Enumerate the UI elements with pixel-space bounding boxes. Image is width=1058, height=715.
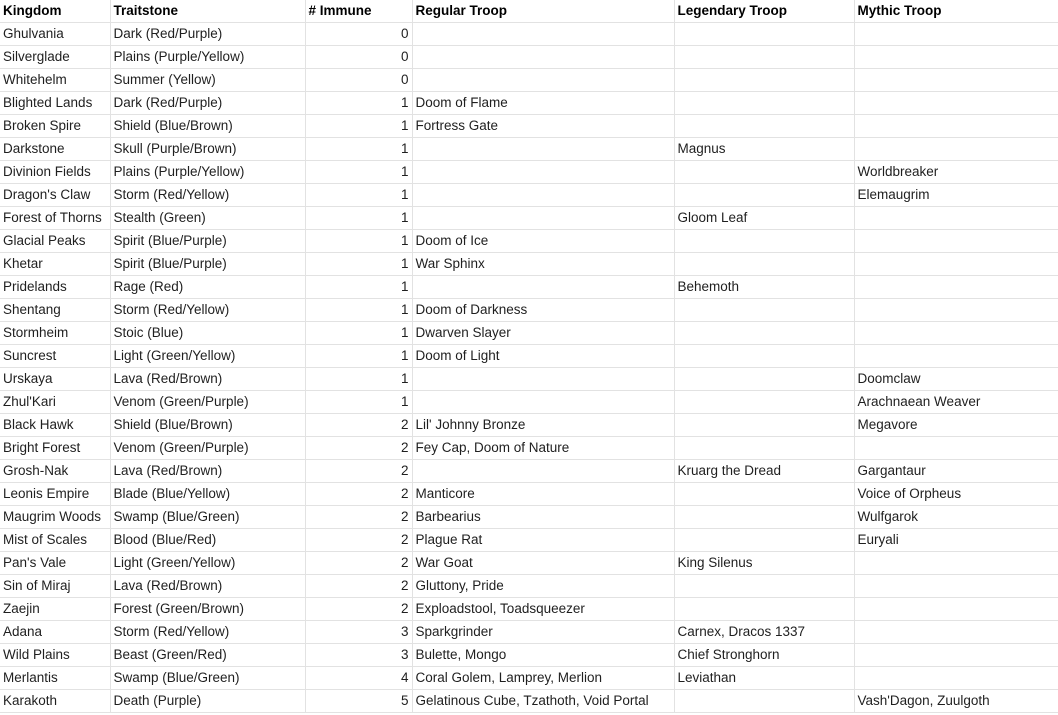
- cell-regular-troop[interactable]: [412, 69, 674, 92]
- cell-immune[interactable]: 2: [305, 552, 412, 575]
- cell-kingdom[interactable]: Maugrim Woods: [0, 506, 110, 529]
- cell-immune[interactable]: 0: [305, 46, 412, 69]
- table-row: [0, 69, 1058, 92]
- cell-legendary-troop[interactable]: Magnus: [674, 138, 854, 161]
- cell-mythic-troop[interactable]: [854, 276, 1058, 299]
- cell-immune[interactable]: 2: [305, 575, 412, 598]
- table-row: [0, 552, 1058, 575]
- cell-legendary-troop[interactable]: [674, 529, 854, 552]
- header-mythic-troop[interactable]: Mythic Troop: [854, 0, 1058, 23]
- table-row: [0, 483, 1058, 506]
- cell-immune[interactable]: 2: [305, 506, 412, 529]
- cell-mythic-troop[interactable]: Worldbreaker: [854, 161, 1058, 184]
- header-kingdom[interactable]: Kingdom: [0, 0, 110, 23]
- cell-immune[interactable]: 2: [305, 483, 412, 506]
- table-row: [0, 667, 1058, 690]
- cell-legendary-troop[interactable]: [674, 299, 854, 322]
- table-row: [0, 253, 1058, 276]
- cell-kingdom[interactable]: Stormheim: [0, 322, 110, 345]
- cell-legendary-troop[interactable]: Gloom Leaf: [674, 207, 854, 230]
- cell-kingdom[interactable]: Broken Spire: [0, 115, 110, 138]
- cell-regular-troop[interactable]: [412, 391, 674, 414]
- table-row: [0, 115, 1058, 138]
- cell-regular-troop[interactable]: [412, 138, 674, 161]
- table-row: [0, 598, 1058, 621]
- cell-traitstone[interactable]: Light (Green/Yellow): [110, 345, 305, 368]
- table-row: [0, 23, 1058, 46]
- cell-regular-troop[interactable]: [412, 368, 674, 391]
- cell-immune[interactable]: 1: [305, 322, 412, 345]
- cell-traitstone[interactable]: Storm (Red/Yellow): [110, 299, 305, 322]
- cell-kingdom[interactable]: Leonis Empire: [0, 483, 110, 506]
- cell-legendary-troop[interactable]: [674, 506, 854, 529]
- cell-mythic-troop[interactable]: Vash'Dagon, Zuulgoth: [854, 690, 1058, 713]
- header-immune[interactable]: # Immune: [305, 0, 412, 23]
- cell-immune[interactable]: 1: [305, 253, 412, 276]
- cell-mythic-troop[interactable]: [854, 598, 1058, 621]
- cell-legendary-troop[interactable]: [674, 69, 854, 92]
- cell-immune[interactable]: 1: [305, 345, 412, 368]
- cell-mythic-troop[interactable]: [854, 46, 1058, 69]
- cell-regular-troop[interactable]: Sparkgrinder: [412, 621, 674, 644]
- cell-mythic-troop[interactable]: [854, 299, 1058, 322]
- cell-immune[interactable]: 2: [305, 437, 412, 460]
- cell-regular-troop[interactable]: War Sphinx: [412, 253, 674, 276]
- cell-traitstone[interactable]: Blood (Blue/Red): [110, 529, 305, 552]
- cell-mythic-troop[interactable]: Elemaugrim: [854, 184, 1058, 207]
- cell-immune[interactable]: 1: [305, 368, 412, 391]
- table-row: [0, 138, 1058, 161]
- table-row: [0, 506, 1058, 529]
- cell-mythic-troop[interactable]: [854, 138, 1058, 161]
- cell-kingdom[interactable]: Whitehelm: [0, 69, 110, 92]
- cell-legendary-troop[interactable]: Chief Stronghorn: [674, 644, 854, 667]
- cell-legendary-troop[interactable]: King Silenus: [674, 552, 854, 575]
- table-row: [0, 368, 1058, 391]
- cell-mythic-troop[interactable]: [854, 575, 1058, 598]
- cell-kingdom[interactable]: Merlantis: [0, 667, 110, 690]
- cell-regular-troop[interactable]: [412, 276, 674, 299]
- table-row: [0, 92, 1058, 115]
- cell-traitstone[interactable]: Swamp (Blue/Green): [110, 667, 305, 690]
- cell-traitstone[interactable]: Plains (Purple/Yellow): [110, 46, 305, 69]
- cell-regular-troop[interactable]: Manticore: [412, 483, 674, 506]
- cell-mythic-troop[interactable]: [854, 92, 1058, 115]
- cell-kingdom[interactable]: Black Hawk: [0, 414, 110, 437]
- cell-legendary-troop[interactable]: [674, 345, 854, 368]
- cell-immune[interactable]: 1: [305, 391, 412, 414]
- cell-traitstone[interactable]: Storm (Red/Yellow): [110, 621, 305, 644]
- cell-legendary-troop[interactable]: [674, 253, 854, 276]
- cell-traitstone[interactable]: Storm (Red/Yellow): [110, 184, 305, 207]
- cell-legendary-troop[interactable]: Behemoth: [674, 276, 854, 299]
- table-row: [0, 230, 1058, 253]
- cell-legendary-troop[interactable]: [674, 437, 854, 460]
- cell-kingdom[interactable]: Suncrest: [0, 345, 110, 368]
- cell-traitstone[interactable]: Light (Green/Yellow): [110, 552, 305, 575]
- cell-traitstone[interactable]: Spirit (Blue/Purple): [110, 253, 305, 276]
- cell-mythic-troop[interactable]: Megavore: [854, 414, 1058, 437]
- cell-kingdom[interactable]: Darkstone: [0, 138, 110, 161]
- cell-mythic-troop[interactable]: Euryali: [854, 529, 1058, 552]
- header-row: [0, 0, 1058, 23]
- cell-regular-troop[interactable]: War Goat: [412, 552, 674, 575]
- cell-regular-troop[interactable]: Plague Rat: [412, 529, 674, 552]
- cell-immune[interactable]: 0: [305, 23, 412, 46]
- cell-immune[interactable]: 3: [305, 644, 412, 667]
- cell-immune[interactable]: 1: [305, 184, 412, 207]
- table-row: [0, 414, 1058, 437]
- cell-kingdom[interactable]: Silverglade: [0, 46, 110, 69]
- cell-regular-troop[interactable]: [412, 161, 674, 184]
- cell-mythic-troop[interactable]: [854, 345, 1058, 368]
- cell-traitstone[interactable]: Beast (Green/Red): [110, 644, 305, 667]
- cell-traitstone[interactable]: Summer (Yellow): [110, 69, 305, 92]
- cell-kingdom[interactable]: Divinion Fields: [0, 161, 110, 184]
- cell-legendary-troop[interactable]: [674, 575, 854, 598]
- table-row: [0, 207, 1058, 230]
- cell-regular-troop[interactable]: Fortress Gate: [412, 115, 674, 138]
- cell-traitstone[interactable]: Shield (Blue/Brown): [110, 414, 305, 437]
- cell-mythic-troop[interactable]: [854, 115, 1058, 138]
- cell-legendary-troop[interactable]: [674, 230, 854, 253]
- cell-regular-troop[interactable]: Barbearius: [412, 506, 674, 529]
- cell-regular-troop[interactable]: Lil' Johnny Bronze: [412, 414, 674, 437]
- cell-immune[interactable]: 1: [305, 276, 412, 299]
- cell-traitstone[interactable]: Dark (Red/Purple): [110, 23, 305, 46]
- cell-mythic-troop[interactable]: [854, 552, 1058, 575]
- cell-regular-troop[interactable]: Dwarven Slayer: [412, 322, 674, 345]
- cell-traitstone[interactable]: Stoic (Blue): [110, 322, 305, 345]
- cell-legendary-troop[interactable]: [674, 598, 854, 621]
- cell-legendary-troop[interactable]: [674, 690, 854, 713]
- cell-traitstone[interactable]: Venom (Green/Purple): [110, 391, 305, 414]
- cell-traitstone[interactable]: Rage (Red): [110, 276, 305, 299]
- cell-immune[interactable]: 1: [305, 207, 412, 230]
- cell-legendary-troop[interactable]: [674, 414, 854, 437]
- cell-legendary-troop[interactable]: Kruarg the Dread: [674, 460, 854, 483]
- cell-regular-troop[interactable]: Doom of Darkness: [412, 299, 674, 322]
- cell-mythic-troop[interactable]: [854, 23, 1058, 46]
- table-row: [0, 437, 1058, 460]
- cell-legendary-troop[interactable]: [674, 161, 854, 184]
- cell-regular-troop[interactable]: [412, 23, 674, 46]
- cell-kingdom[interactable]: Wild Plains: [0, 644, 110, 667]
- table-row: [0, 276, 1058, 299]
- cell-regular-troop[interactable]: Doom of Light: [412, 345, 674, 368]
- cell-legendary-troop[interactable]: Carnex, Dracos 1337: [674, 621, 854, 644]
- cell-legendary-troop[interactable]: [674, 322, 854, 345]
- cell-kingdom[interactable]: Urskaya: [0, 368, 110, 391]
- cell-regular-troop[interactable]: Fey Cap, Doom of Nature: [412, 437, 674, 460]
- cell-kingdom[interactable]: Pridelands: [0, 276, 110, 299]
- table-body: [0, 23, 1058, 713]
- cell-legendary-troop[interactable]: [674, 92, 854, 115]
- cell-mythic-troop[interactable]: [854, 253, 1058, 276]
- table-row: [0, 46, 1058, 69]
- cell-legendary-troop[interactable]: Leviathan: [674, 667, 854, 690]
- cell-kingdom[interactable]: Ghulvania: [0, 23, 110, 46]
- cell-kingdom[interactable]: Karakoth: [0, 690, 110, 713]
- cell-kingdom[interactable]: Sin of Miraj: [0, 575, 110, 598]
- table-row: [0, 690, 1058, 713]
- cell-mythic-troop[interactable]: [854, 69, 1058, 92]
- cell-mythic-troop[interactable]: Arachnaean Weaver: [854, 391, 1058, 414]
- cell-immune[interactable]: 4: [305, 667, 412, 690]
- table-row: [0, 460, 1058, 483]
- cell-regular-troop[interactable]: [412, 184, 674, 207]
- cell-kingdom[interactable]: Adana: [0, 621, 110, 644]
- cell-kingdom[interactable]: Bright Forest: [0, 437, 110, 460]
- header-legendary-troop[interactable]: Legendary Troop: [674, 0, 854, 23]
- cell-traitstone[interactable]: Stealth (Green): [110, 207, 305, 230]
- header-traitstone[interactable]: Traitstone: [110, 0, 305, 23]
- cell-regular-troop[interactable]: [412, 207, 674, 230]
- cell-kingdom[interactable]: Zaejin: [0, 598, 110, 621]
- cell-traitstone[interactable]: Death (Purple): [110, 690, 305, 713]
- cell-regular-troop[interactable]: Doom of Flame: [412, 92, 674, 115]
- cell-immune[interactable]: 5: [305, 690, 412, 713]
- cell-mythic-troop[interactable]: Gargantaur: [854, 460, 1058, 483]
- cell-legendary-troop[interactable]: [674, 115, 854, 138]
- table-row: [0, 575, 1058, 598]
- cell-traitstone[interactable]: Swamp (Blue/Green): [110, 506, 305, 529]
- cell-kingdom[interactable]: Zhul'Kari: [0, 391, 110, 414]
- table-row: [0, 161, 1058, 184]
- cell-traitstone[interactable]: Lava (Red/Brown): [110, 460, 305, 483]
- cell-mythic-troop[interactable]: [854, 437, 1058, 460]
- table-row: [0, 322, 1058, 345]
- cell-mythic-troop[interactable]: [854, 621, 1058, 644]
- cell-legendary-troop[interactable]: [674, 483, 854, 506]
- cell-immune[interactable]: 2: [305, 460, 412, 483]
- cell-kingdom[interactable]: Pan's Vale: [0, 552, 110, 575]
- header-regular-troop[interactable]: Regular Troop: [412, 0, 674, 23]
- cell-immune[interactable]: 1: [305, 230, 412, 253]
- cell-immune[interactable]: 1: [305, 92, 412, 115]
- cell-traitstone[interactable]: Dark (Red/Purple): [110, 92, 305, 115]
- cell-mythic-troop[interactable]: Voice of Orpheus: [854, 483, 1058, 506]
- table-row: [0, 345, 1058, 368]
- cell-traitstone[interactable]: Lava (Red/Brown): [110, 575, 305, 598]
- cell-kingdom[interactable]: Mist of Scales: [0, 529, 110, 552]
- cell-legendary-troop[interactable]: [674, 23, 854, 46]
- cell-kingdom[interactable]: Blighted Lands: [0, 92, 110, 115]
- cell-kingdom[interactable]: Grosh-Nak: [0, 460, 110, 483]
- cell-traitstone[interactable]: Plains (Purple/Yellow): [110, 161, 305, 184]
- table-row: [0, 299, 1058, 322]
- cell-traitstone[interactable]: Venom (Green/Purple): [110, 437, 305, 460]
- cell-legendary-troop[interactable]: [674, 46, 854, 69]
- cell-traitstone[interactable]: Shield (Blue/Brown): [110, 115, 305, 138]
- cell-mythic-troop[interactable]: [854, 207, 1058, 230]
- cell-mythic-troop[interactable]: [854, 667, 1058, 690]
- cell-immune[interactable]: 2: [305, 414, 412, 437]
- cell-traitstone[interactable]: Lava (Red/Brown): [110, 368, 305, 391]
- cell-legendary-troop[interactable]: [674, 184, 854, 207]
- cell-regular-troop[interactable]: Exploadstool, Toadsqueezer: [412, 598, 674, 621]
- cell-kingdom[interactable]: Glacial Peaks: [0, 230, 110, 253]
- cell-regular-troop[interactable]: [412, 460, 674, 483]
- cell-mythic-troop[interactable]: [854, 644, 1058, 667]
- cell-mythic-troop[interactable]: [854, 322, 1058, 345]
- table-row: [0, 621, 1058, 644]
- cell-mythic-troop[interactable]: Wulfgarok: [854, 506, 1058, 529]
- cell-regular-troop[interactable]: [412, 46, 674, 69]
- cell-kingdom[interactable]: Forest of Thorns: [0, 207, 110, 230]
- cell-kingdom[interactable]: Shentang: [0, 299, 110, 322]
- cell-immune[interactable]: 0: [305, 69, 412, 92]
- cell-regular-troop[interactable]: Gelatinous Cube, Tzathoth, Void Portal: [412, 690, 674, 713]
- table-row: [0, 184, 1058, 207]
- cell-regular-troop[interactable]: Doom of Ice: [412, 230, 674, 253]
- cell-mythic-troop[interactable]: Doomclaw: [854, 368, 1058, 391]
- cell-immune[interactable]: 1: [305, 299, 412, 322]
- table-row: [0, 644, 1058, 667]
- cell-immune[interactable]: 1: [305, 161, 412, 184]
- cell-kingdom[interactable]: Dragon's Claw: [0, 184, 110, 207]
- cell-traitstone[interactable]: Spirit (Blue/Purple): [110, 230, 305, 253]
- cell-traitstone[interactable]: Skull (Purple/Brown): [110, 138, 305, 161]
- cell-immune[interactable]: 2: [305, 598, 412, 621]
- cell-regular-troop[interactable]: Bulette, Mongo: [412, 644, 674, 667]
- cell-immune[interactable]: 1: [305, 138, 412, 161]
- cell-immune[interactable]: 3: [305, 621, 412, 644]
- cell-immune[interactable]: 2: [305, 529, 412, 552]
- cell-kingdom[interactable]: Khetar: [0, 253, 110, 276]
- cell-traitstone[interactable]: Forest (Green/Brown): [110, 598, 305, 621]
- cell-immune[interactable]: 1: [305, 115, 412, 138]
- table-row: [0, 391, 1058, 414]
- cell-legendary-troop[interactable]: [674, 391, 854, 414]
- cell-legendary-troop[interactable]: [674, 368, 854, 391]
- cell-traitstone[interactable]: Blade (Blue/Yellow): [110, 483, 305, 506]
- table-row: [0, 529, 1058, 552]
- cell-mythic-troop[interactable]: [854, 230, 1058, 253]
- cell-regular-troop[interactable]: Gluttony, Pride: [412, 575, 674, 598]
- cell-regular-troop[interactable]: Coral Golem, Lamprey, Merlion: [412, 667, 674, 690]
